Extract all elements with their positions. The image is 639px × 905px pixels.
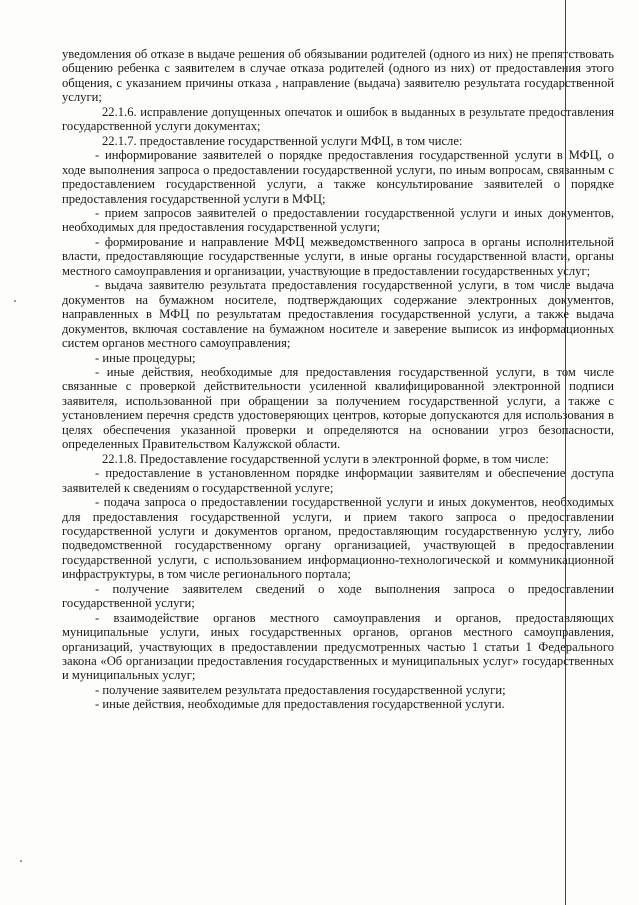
- list-item-receiving-result: - получение заявителем результата предоставления государственной услуги;: [95, 682, 506, 697]
- scan-speck: [14, 300, 16, 302]
- paragraph-intro: уведомления об отказе в выдаче решения об обязывании родителей (одного из них) не препятствовать общению ребенка с заявителем в случае отказа родителей (одного из них) от предоставления этого общения, с указанием причины отказа , направление (выдача) заявителю результата государственной услуги;: [62, 47, 614, 105]
- paragraph-22-1-6: 22.1.6. исправление допущенных опечаток и ошибок в выданных в результате предоставления государственной услуги документах;: [62, 104, 614, 134]
- list-item-providing-information: - предоставление в установленном порядке информации заявителям и обеспечение доступа заявителей к сведениям о государственной услуге;: [62, 466, 614, 495]
- list-item-issuing-result: - выдача заявителю результата предоставления государственной услуги, в том числе выдача документов на бумажном носителе, подтверждающих содержание электронных документов, направленных в МФЦ по результатам предоставления государственной услуги, а также выдача документов, включая составление на бумажном носителе и заверение выписок из информационных систем органов местного самоуправления;: [62, 278, 614, 351]
- paragraph-22-1-8: 22.1.8. Предоставление государственной услуги в электронной форме, в том числе:: [102, 451, 549, 466]
- list-item-informing: - информирование заявителей о порядке предоставления государственной услуги в МФЦ, о ходе выполнения запроса о предоставлении государственной услуги, по иным вопросам, связанным с предоставлением государственной услуги, а также консультирование заявителей о порядке предоставления государственной услуги в МФЦ;: [62, 148, 614, 206]
- list-item-submitting-request: - подача запроса о предоставлении государственной услуги и иных документов, необходимых для предоставления государственной услуги, и прием такого запроса о предоставлении государственной услуги и документов органом, предоставляющим государственную услугу, либо подведомственной государственному органу организацией, участвующей в предоставлении государственной услуги, с использованием информационно-технологической и коммуникационной инфраструктуры, в том числе регионального портала;: [62, 495, 614, 582]
- list-item-interdepartmental-request: - формирование и направление МФЦ межведомственного запроса в органы исполнительной власти, предоставляющие государственные услуги, в иные органы государственной власти, органы местного самоуправления и организации, участвующие в предоставлении государственных услуг;: [62, 234, 614, 278]
- list-item-other-actions-signature: - иные действия, необходимые для предоставления государственной услуги, в том числе связанные с проверкой действительности усиленной квалифицированной электронной подписи заявителя, использованной при обращении за получением государственной услуги, а также с установлением перечня средств удостоверяющих центров, которые допускаются для использования в целях обеспечения указанной проверки и определяются на основании угроз безопасности, определенных Правительством Калужской области.: [62, 364, 614, 452]
- list-item-interaction: - взаимодействие органов местного самоуправления и органов, предоставляющих муниципальные услуги, иных государственных органов, органов местного самоуправления, организаций, участвующих в предоставлении предусмотренных частью 1 статьи 1 Федерального закона «Об организации предоставления государственных и муниципальных услуг» государственных и муниципальных услуг;: [62, 610, 614, 683]
- scan-speck: [20, 860, 22, 862]
- list-item-other-actions: - иные действия, необходимые для предоставления государственной услуги.: [95, 697, 505, 712]
- paragraph-22-1-7: 22.1.7. предоставление государственной услуги МФЦ, в том числе:: [102, 133, 463, 148]
- list-item-other-procedures: - иные процедуры;: [95, 350, 196, 365]
- list-item-reception: - прием запросов заявителей о предоставлении государственной услуги и иных документов, необходимых для предоставления государственной услуги;: [62, 205, 614, 235]
- list-item-request-status: - получение заявителем сведений о ходе выполнения запроса о предоставлении государственной услуги;: [62, 581, 614, 611]
- document-body: [62, 47, 614, 712]
